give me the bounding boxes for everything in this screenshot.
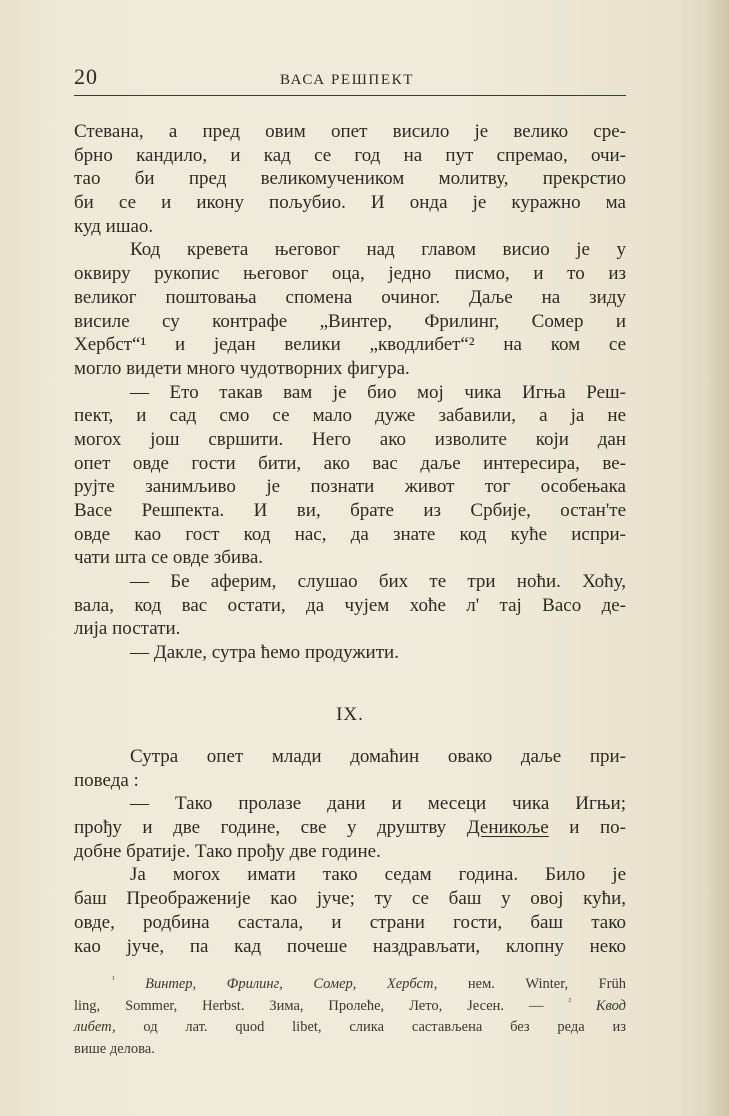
- text-line: Сутра опет млади домаћин овако даље при-: [130, 746, 626, 767]
- text-line: пект, и сад смо се мало дуже забавили, а ја не: [74, 405, 626, 427]
- text-line: — Бе аферим, слушао бих те три ноћи. Хоћу,: [130, 571, 626, 593]
- footnotes: [74, 974, 626, 1060]
- text-line: Ја могох имати тако седам година. Било је: [130, 864, 626, 886]
- text-line: Хербст“¹ и један велики „кводлибет“² на ком се: [74, 334, 626, 356]
- text-line: могох још свршити. Него ако изволите који дан: [74, 428, 626, 450]
- text-fragment: и по-: [548, 817, 626, 839]
- text-line: брно кандило, и кад се год на пут спремао, очи-: [74, 144, 626, 166]
- body-text-part-2: [74, 745, 626, 958]
- text-line: Васе Решпекта. И ви, брате из Србије, остан'те: [74, 500, 626, 521]
- text-line: вала, код вас остати, да чујем хоће л' тај Васо де-: [74, 594, 626, 616]
- footnote-line: [74, 1017, 626, 1039]
- text-line: Стевана, а пред овим опет висило је велико сре-: [74, 121, 626, 142]
- footnote-line: више делова.: [74, 1040, 155, 1057]
- text-line: би се и икону пољубио. И онда је куражно ма: [74, 192, 626, 214]
- footnote-term: либет,: [74, 1019, 116, 1035]
- page-edge-shadow: [707, 0, 729, 1116]
- text-line: рујте занимљиво је познати живот тог особењака: [74, 476, 626, 498]
- text-line: поведа :: [74, 769, 139, 791]
- footnote-text: од лат. quod libet, слика састављена без реда из: [115, 1019, 626, 1035]
- page-number: 20: [74, 64, 98, 89]
- header-rule: [74, 95, 626, 96]
- text-line: — Дакле, сутра ћемо продужити.: [130, 642, 399, 664]
- text-line: висиле су контрафе „Винтер, Фрилинг, Сомер и: [74, 310, 626, 332]
- text-line: баш Преображеније као јуче; ту се баш у овој кући,: [74, 888, 626, 910]
- text-line: овде као гост код нас, да знате код куће испри-: [74, 523, 626, 545]
- text-line: [74, 816, 626, 840]
- text-line: — Ето такав вам је био мој чика Игња Реш-: [130, 381, 626, 403]
- text-fragment: прођу и две године, све у друштву: [74, 817, 467, 839]
- footnote-term: Квод: [595, 997, 626, 1014]
- text-line: као јуче, па кад почеше наздрављати, клопну неко: [74, 935, 626, 957]
- footnote-line: [74, 974, 626, 996]
- text-line: опет овде гости бити, ако вас даље интересира, ве-: [74, 452, 626, 474]
- text-line: великог поштовања спомена очиног. Даље на зиду: [74, 286, 626, 308]
- body-text-part-1: [74, 120, 626, 665]
- footnote-text: нем. Winter, Früh: [437, 976, 626, 992]
- underlined-word: Деникоље: [466, 817, 549, 839]
- text-line: — Тако пролазе дани и месеци чика Игњи;: [130, 793, 626, 815]
- footnote-marker: ²: [568, 995, 571, 1006]
- section-heading: IX.: [336, 704, 364, 725]
- text-line: могло видети много чудотворних фигура.: [74, 357, 410, 379]
- text-line: куд ишао.: [74, 215, 154, 237]
- text-line: овде, родбина састала, и страни гости, баш тако: [74, 911, 626, 933]
- text-line: оквиру рукопис његовог оца, једно писмо, и то из: [74, 263, 626, 285]
- footnote-text: ling, Sommer, Herbst. Зима, Пролеће, Лето, Јесен. —: [74, 997, 569, 1014]
- text-line: Код кревета његовог над главом висио је у: [130, 239, 626, 261]
- text-line: чати шта се овде збива.: [74, 547, 264, 569]
- footnote-line: [74, 996, 626, 1018]
- text-line: лија постати.: [74, 618, 181, 640]
- running-head: ВАСА РЕШПЕКТ: [280, 72, 414, 88]
- text-line: добне братије. Тако прођу две године.: [74, 840, 381, 862]
- footnote-term: Винтер, Фрилинг, Сомер, Хербст,: [145, 976, 438, 992]
- text-line: тао би пред великомучеником молитву, прекрстио: [74, 168, 626, 190]
- footnote-marker: ¹: [112, 974, 115, 985]
